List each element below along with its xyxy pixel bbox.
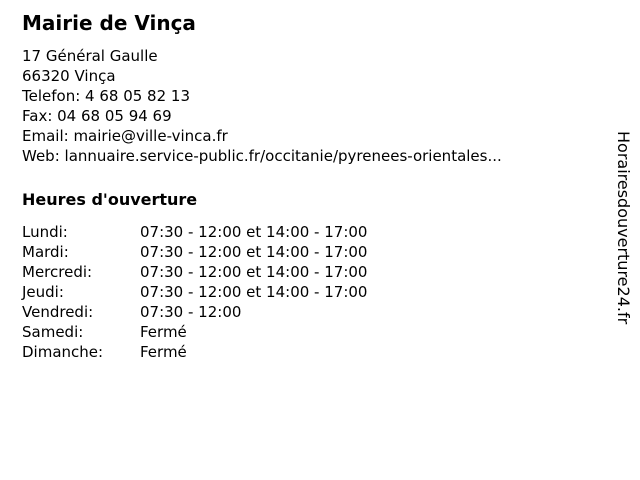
time-value: 07:30 - 12:00 et 14:00 - 17:00 <box>140 263 368 281</box>
time-value: Fermé <box>140 323 187 341</box>
hours-heading: Heures d'ouverture <box>22 190 198 209</box>
time-value: Fermé <box>140 343 187 361</box>
address-city-line: 66320 Vinça <box>22 67 116 85</box>
hours-row-wednesday <box>22 262 600 282</box>
day-label: Vendredi: <box>22 303 94 321</box>
day-label: Mercredi: <box>22 263 93 281</box>
hours-row-tuesday <box>22 242 600 262</box>
hours-table <box>22 222 600 362</box>
time-value: 07:30 - 12:00 <box>140 303 242 321</box>
address-street-line: 17 Général Gaulle <box>22 47 158 65</box>
hours-row-thursday <box>22 282 600 302</box>
day-label: Dimanche: <box>22 343 104 361</box>
day-label: Lundi: <box>22 223 68 241</box>
business-name: Mairie de Vinça <box>22 11 196 35</box>
main-content <box>22 12 600 362</box>
fax-line: Fax: 04 68 05 94 69 <box>22 107 172 125</box>
time-value: 07:30 - 12:00 et 14:00 - 17:00 <box>140 243 368 261</box>
day-label: Samedi: <box>22 323 84 341</box>
time-value: 07:30 - 12:00 et 14:00 - 17:00 <box>140 223 368 241</box>
web-line: Web: lannuaire.service-public.fr/occitanie/pyrenees-orientales... <box>22 147 502 165</box>
phone-line: Telefon: 4 68 05 82 13 <box>22 87 190 105</box>
hours-row-friday <box>22 302 600 322</box>
watermark-vertical-text: Horairesdouverture24.fr <box>614 131 633 325</box>
contact-block <box>22 46 600 166</box>
time-value: 07:30 - 12:00 et 14:00 - 17:00 <box>140 283 368 301</box>
day-label: Jeudi: <box>22 283 64 301</box>
hours-row-saturday <box>22 322 600 342</box>
day-label: Mardi: <box>22 243 69 261</box>
email-line: Email: mairie@ville-vinca.fr <box>22 127 228 145</box>
hours-row-monday <box>22 222 600 242</box>
hours-row-sunday <box>22 342 600 362</box>
